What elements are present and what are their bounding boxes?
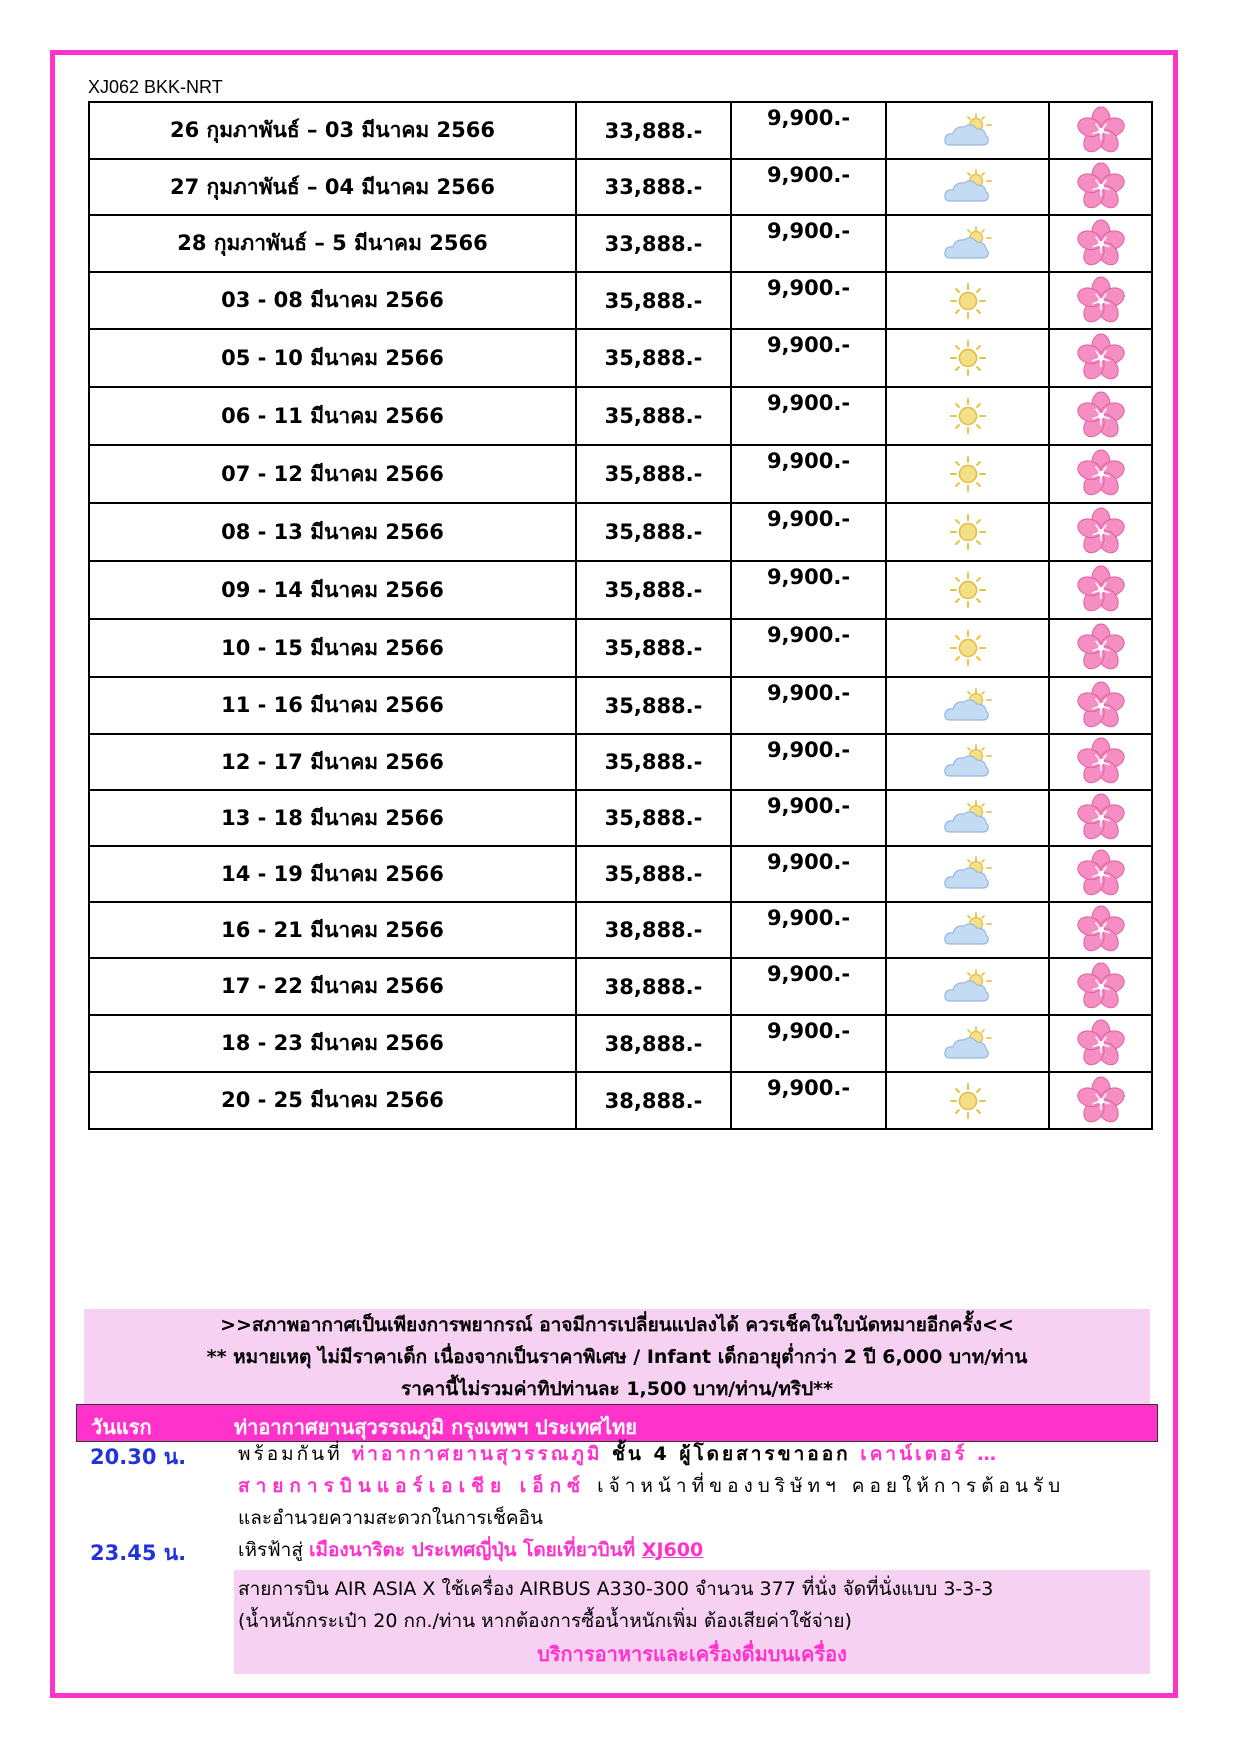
table-row bbox=[89, 1015, 1152, 1072]
single-supplement-cell bbox=[731, 159, 886, 215]
airline-name: สายการบินแอร์เอเชีย เอ็กซ์ bbox=[238, 1475, 587, 1497]
single-supplement: 9,900.- bbox=[766, 565, 851, 589]
single-supplement-cell bbox=[731, 445, 886, 503]
cherry-blossom-icon bbox=[1076, 333, 1126, 383]
weather-cell bbox=[886, 734, 1049, 790]
counter-text: เคาน์เตอร์ … bbox=[860, 1443, 1000, 1465]
cherry-blossom-icon bbox=[1076, 565, 1126, 615]
single-supplement-cell bbox=[731, 329, 886, 387]
travel-dates: 18 - 23 มีนาคม 2566 bbox=[89, 1015, 576, 1072]
sun-icon bbox=[946, 396, 990, 436]
note-tip: ราคานี้ไม่รวมค่าทิปท่านละ 1,500 บาท/ท่าน/ทริป** bbox=[400, 1378, 834, 1400]
depart-text: เหิรฟ้าสู่ bbox=[238, 1539, 309, 1561]
tour-price: 33,888.- bbox=[576, 215, 731, 272]
partly-cloudy-icon bbox=[942, 854, 994, 894]
blossom-cell bbox=[1049, 619, 1152, 677]
sun-icon bbox=[946, 281, 990, 321]
table-row bbox=[89, 503, 1152, 561]
single-supplement-cell bbox=[731, 503, 886, 561]
table-row bbox=[89, 102, 1152, 159]
tour-price: 35,888.- bbox=[576, 272, 731, 329]
single-supplement: 9,900.- bbox=[766, 794, 851, 818]
travel-dates: 14 - 19 มีนาคม 2566 bbox=[89, 846, 576, 902]
travel-dates: 06 - 11 มีนาคม 2566 bbox=[89, 387, 576, 445]
single-supplement: 9,900.- bbox=[766, 163, 851, 187]
tour-price: 35,888.- bbox=[576, 846, 731, 902]
blossom-cell bbox=[1049, 215, 1152, 272]
travel-dates: 17 - 22 มีนาคม 2566 bbox=[89, 958, 576, 1015]
weather-cell bbox=[886, 387, 1049, 445]
table-row bbox=[89, 846, 1152, 902]
airport-name: ท่าอากาศยานสุวรรณภูมิ bbox=[351, 1443, 603, 1465]
doc-code: XJ062 BKK-NRT bbox=[88, 77, 223, 97]
itinerary-item-1 bbox=[238, 1438, 1148, 1534]
tour-price: 38,888.- bbox=[576, 902, 731, 958]
single-supplement-cell bbox=[731, 677, 886, 734]
single-supplement-cell bbox=[731, 734, 886, 790]
tour-price: 35,888.- bbox=[576, 677, 731, 734]
table-row bbox=[89, 677, 1152, 734]
sun-icon bbox=[946, 570, 990, 610]
day-label: วันแรก bbox=[91, 1415, 152, 1439]
day-title: ท่าอากาศยานสุวรรณภูมิ กรุงเทพฯ ประเทศไทย bbox=[234, 1415, 637, 1439]
table-row bbox=[89, 387, 1152, 445]
meal-service-text: บริการอาหารและเครื่องดื่มบนเครื่อง bbox=[537, 1642, 847, 1666]
travel-dates: 27 กุมภาพันธ์ – 04 มีนาคม 2566 bbox=[89, 159, 576, 215]
travel-dates: 12 - 17 มีนาคม 2566 bbox=[89, 734, 576, 790]
partly-cloudy-icon bbox=[942, 686, 994, 726]
tour-price: 35,888.- bbox=[576, 619, 731, 677]
tour-price: 35,888.- bbox=[576, 329, 731, 387]
cherry-blossom-icon bbox=[1076, 219, 1126, 269]
blossom-cell bbox=[1049, 958, 1152, 1015]
weather-cell bbox=[886, 958, 1049, 1015]
tour-price: 33,888.- bbox=[576, 159, 731, 215]
cherry-blossom-icon bbox=[1076, 391, 1126, 441]
single-supplement-cell bbox=[731, 1072, 886, 1129]
partly-cloudy-icon bbox=[942, 742, 994, 782]
tour-price: 35,888.- bbox=[576, 561, 731, 619]
single-supplement-cell bbox=[731, 215, 886, 272]
partly-cloudy-icon bbox=[942, 798, 994, 838]
blossom-cell bbox=[1049, 159, 1152, 215]
checkin-text: และอำนวยความสะดวกในการเช็คอิน bbox=[238, 1507, 543, 1529]
blossom-cell bbox=[1049, 677, 1152, 734]
note-weather: >>สภาพอากาศเป็นเพียงการพยากรณ์ อาจมีการเปลี่ยนแปลงได้ ควรเช็คในใบนัดหมายอีกครั้ง<< bbox=[220, 1314, 1014, 1336]
blossom-cell bbox=[1049, 846, 1152, 902]
travel-dates: 05 - 10 มีนาคม 2566 bbox=[89, 329, 576, 387]
cherry-blossom-icon bbox=[1076, 162, 1126, 212]
weather-cell bbox=[886, 619, 1049, 677]
cherry-blossom-icon bbox=[1076, 507, 1126, 557]
blossom-cell bbox=[1049, 503, 1152, 561]
staff-text: เจ้าหน้าที่ของบริษัทฯ คอยให้การต้อนรับ bbox=[586, 1475, 1066, 1497]
travel-dates: 20 - 25 มีนาคม 2566 bbox=[89, 1072, 576, 1129]
blossom-cell bbox=[1049, 734, 1152, 790]
travel-dates: 13 - 18 มีนาคม 2566 bbox=[89, 790, 576, 846]
weather-cell bbox=[886, 1072, 1049, 1129]
partly-cloudy-icon bbox=[942, 167, 994, 207]
table-row bbox=[89, 329, 1152, 387]
meet-text: พร้อมกันที่ bbox=[238, 1443, 352, 1465]
table-row bbox=[89, 215, 1152, 272]
table-row bbox=[89, 790, 1152, 846]
table-row bbox=[89, 159, 1152, 215]
cherry-blossom-icon bbox=[1076, 1076, 1126, 1126]
partly-cloudy-icon bbox=[942, 224, 994, 264]
table-row bbox=[89, 619, 1152, 677]
single-supplement: 9,900.- bbox=[766, 333, 851, 357]
cherry-blossom-icon bbox=[1076, 276, 1126, 326]
travel-dates: 03 - 08 มีนาคม 2566 bbox=[89, 272, 576, 329]
table-row bbox=[89, 958, 1152, 1015]
single-supplement-cell bbox=[731, 102, 886, 159]
weather-cell bbox=[886, 846, 1049, 902]
single-supplement: 9,900.- bbox=[766, 1019, 851, 1043]
flight-number: XJ600 bbox=[641, 1539, 704, 1561]
time-2: 23.45 น. bbox=[90, 1541, 187, 1565]
single-supplement: 9,900.- bbox=[766, 449, 851, 473]
single-supplement: 9,900.- bbox=[766, 276, 851, 300]
weather-cell bbox=[886, 1015, 1049, 1072]
sun-icon bbox=[946, 454, 990, 494]
partly-cloudy-icon bbox=[942, 910, 994, 950]
blossom-cell bbox=[1049, 1015, 1152, 1072]
single-supplement: 9,900.- bbox=[766, 106, 851, 130]
single-supplement: 9,900.- bbox=[766, 1076, 851, 1100]
time-1: 20.30 น. bbox=[90, 1445, 187, 1469]
cherry-blossom-icon bbox=[1076, 449, 1126, 499]
price-table bbox=[88, 101, 1153, 1130]
cherry-blossom-icon bbox=[1076, 623, 1126, 673]
travel-dates: 28 กุมภาพันธ์ – 5 มีนาคม 2566 bbox=[89, 215, 576, 272]
weather-cell bbox=[886, 561, 1049, 619]
single-supplement: 9,900.- bbox=[766, 906, 851, 930]
cherry-blossom-icon bbox=[1076, 681, 1126, 731]
table-row bbox=[89, 902, 1152, 958]
weather-cell bbox=[886, 902, 1049, 958]
cherry-blossom-icon bbox=[1076, 905, 1126, 955]
weather-cell bbox=[886, 272, 1049, 329]
tour-price: 33,888.- bbox=[576, 102, 731, 159]
blossom-cell bbox=[1049, 790, 1152, 846]
floor-text: ชั้น 4 ผู้โดยสารขาออก bbox=[602, 1443, 861, 1465]
travel-dates: 09 - 14 มีนาคม 2566 bbox=[89, 561, 576, 619]
travel-dates: 11 - 16 มีนาคม 2566 bbox=[89, 677, 576, 734]
blossom-cell bbox=[1049, 387, 1152, 445]
weather-cell bbox=[886, 102, 1049, 159]
tour-price: 35,888.- bbox=[576, 503, 731, 561]
table-row bbox=[89, 561, 1152, 619]
table-row bbox=[89, 445, 1152, 503]
weather-cell bbox=[886, 329, 1049, 387]
weather-cell bbox=[886, 677, 1049, 734]
table-row bbox=[89, 734, 1152, 790]
day-header bbox=[76, 1404, 1158, 1442]
destination-text: เมืองนาริตะ ประเทศญี่ปุ่น โดยเที่ยวบินที่ bbox=[308, 1539, 642, 1561]
partly-cloudy-icon bbox=[942, 1024, 994, 1064]
single-supplement-cell bbox=[731, 790, 886, 846]
single-supplement: 9,900.- bbox=[766, 391, 851, 415]
single-supplement-cell bbox=[731, 846, 886, 902]
cherry-blossom-icon bbox=[1076, 962, 1126, 1012]
single-supplement-cell bbox=[731, 387, 886, 445]
weather-cell bbox=[886, 215, 1049, 272]
cherry-blossom-icon bbox=[1076, 1019, 1126, 1069]
single-supplement: 9,900.- bbox=[766, 962, 851, 986]
tour-price: 38,888.- bbox=[576, 1015, 731, 1072]
blossom-cell bbox=[1049, 272, 1152, 329]
single-supplement: 9,900.- bbox=[766, 738, 851, 762]
tour-price: 35,888.- bbox=[576, 734, 731, 790]
table-row bbox=[89, 272, 1152, 329]
weather-cell bbox=[886, 503, 1049, 561]
single-supplement: 9,900.- bbox=[766, 219, 851, 243]
blossom-cell bbox=[1049, 329, 1152, 387]
travel-dates: 10 - 15 มีนาคม 2566 bbox=[89, 619, 576, 677]
travel-dates: 16 - 21 มีนาคม 2566 bbox=[89, 902, 576, 958]
blossom-cell bbox=[1049, 102, 1152, 159]
sun-icon bbox=[946, 1081, 990, 1121]
tour-price: 35,888.- bbox=[576, 790, 731, 846]
sun-icon bbox=[946, 338, 990, 378]
tour-price: 38,888.- bbox=[576, 958, 731, 1015]
single-supplement: 9,900.- bbox=[766, 507, 851, 531]
travel-dates: 07 - 12 มีนาคม 2566 bbox=[89, 445, 576, 503]
partly-cloudy-icon bbox=[942, 967, 994, 1007]
travel-dates: 26 กุมภาพันธ์ – 03 มีนาคม 2566 bbox=[89, 102, 576, 159]
tour-price: 35,888.- bbox=[576, 387, 731, 445]
itinerary-item-2 bbox=[238, 1534, 1148, 1566]
single-supplement: 9,900.- bbox=[766, 850, 851, 874]
single-supplement-cell bbox=[731, 902, 886, 958]
blossom-cell bbox=[1049, 902, 1152, 958]
note-child-price: ** หมายเหตุ ไม่มีราคาเด็ก เนื่องจากเป็นราคาพิเศษ / Infant เด็กอายุต่ำกว่า 2 ปี 6,000 บาท/ท่าน bbox=[206, 1346, 1028, 1368]
note-box bbox=[84, 1309, 1150, 1409]
weather-cell bbox=[886, 445, 1049, 503]
single-supplement-cell bbox=[731, 1015, 886, 1072]
weather-cell bbox=[886, 159, 1049, 215]
sun-icon bbox=[946, 512, 990, 552]
tour-price: 38,888.- bbox=[576, 1072, 731, 1129]
weather-cell bbox=[886, 790, 1049, 846]
single-supplement: 9,900.- bbox=[766, 623, 851, 647]
blossom-cell bbox=[1049, 1072, 1152, 1129]
table-row bbox=[89, 1072, 1152, 1129]
flight-info-box bbox=[234, 1570, 1150, 1674]
single-supplement-cell bbox=[731, 619, 886, 677]
cherry-blossom-icon bbox=[1076, 849, 1126, 899]
single-supplement-cell bbox=[731, 561, 886, 619]
blossom-cell bbox=[1049, 561, 1152, 619]
tour-price: 35,888.- bbox=[576, 445, 731, 503]
cherry-blossom-icon bbox=[1076, 737, 1126, 787]
sun-icon bbox=[946, 628, 990, 668]
single-supplement-cell bbox=[731, 272, 886, 329]
partly-cloudy-icon bbox=[942, 111, 994, 151]
baggage-text: (น้ำหนักกระเป๋า 20 กก./ท่าน หากต้องการซื้อน้ำหนักเพิ่ม ต้องเสียค่าใช้จ่าย) bbox=[238, 1610, 852, 1632]
single-supplement-cell bbox=[731, 958, 886, 1015]
travel-dates: 08 - 13 มีนาคม 2566 bbox=[89, 503, 576, 561]
cherry-blossom-icon bbox=[1076, 793, 1126, 843]
cherry-blossom-icon bbox=[1076, 106, 1126, 156]
single-supplement: 9,900.- bbox=[766, 681, 851, 705]
blossom-cell bbox=[1049, 445, 1152, 503]
aircraft-text: สายการบิน AIR ASIA X ใช้เครื่อง AIRBUS A330-300 จำนวน 377 ที่นั่ง จัดที่นั่งแบบ 3-3-3 bbox=[238, 1578, 994, 1600]
